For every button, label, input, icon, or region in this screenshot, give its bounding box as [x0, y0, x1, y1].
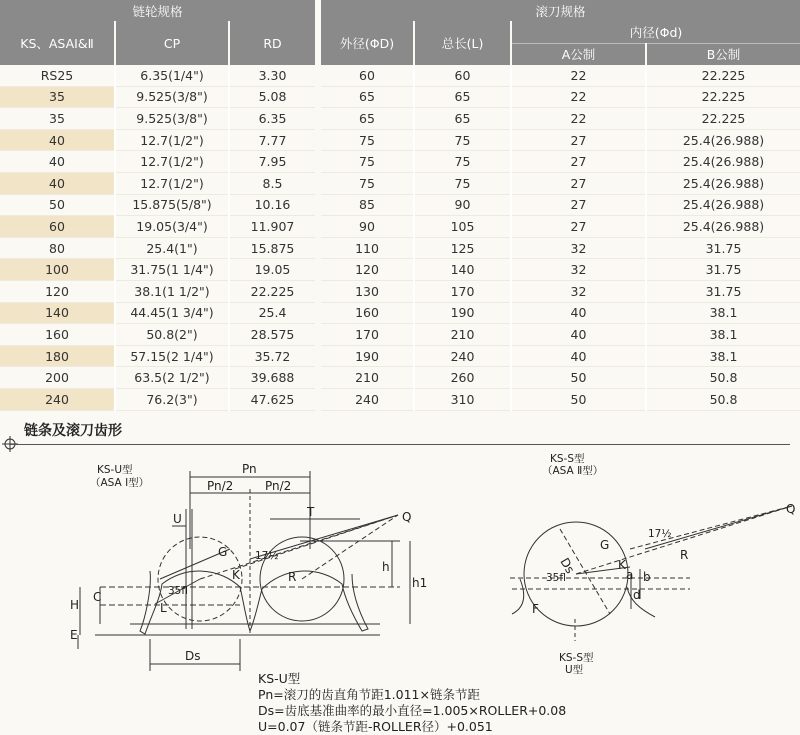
table-cell: 31.75: [646, 280, 800, 302]
table-cell: 50: [511, 367, 646, 389]
u-pn-label: Pn: [242, 462, 257, 476]
table-cell: 120: [318, 259, 414, 281]
table-cell: 6.35(1/4"): [115, 65, 229, 86]
table-cell: 9.525(3/8"): [115, 86, 229, 108]
group-header-sprocket: 链轮规格: [0, 0, 318, 21]
table-cell: 27: [511, 216, 646, 238]
table-cell: RS25: [0, 65, 115, 86]
table-cell: 65: [318, 108, 414, 130]
table-cell: 140: [0, 302, 115, 324]
table-cell: 75: [318, 129, 414, 151]
s-g-label: G: [600, 538, 610, 552]
table-cell: 190: [318, 345, 414, 367]
s-bottom-label-2: U型: [565, 664, 584, 676]
table-row: [0, 388, 800, 410]
table-row: [0, 345, 800, 367]
table-row: [0, 151, 800, 173]
table-cell: 240: [0, 388, 115, 410]
s-q-label: Q: [786, 502, 796, 516]
col-header-od: 外径(ΦD): [318, 21, 414, 65]
table-cell: 47.625: [229, 388, 318, 410]
table-row: [0, 108, 800, 130]
table-cell: 44.45(1 3/4"): [115, 302, 229, 324]
table-cell: 40: [0, 129, 115, 151]
table-cell: 22.225: [646, 86, 800, 108]
u-E-label: E: [70, 628, 78, 642]
table-cell: 240: [414, 345, 511, 367]
u-g-label: G: [218, 545, 228, 559]
u-angle35-label: 35fl: [168, 585, 188, 597]
table-cell: 9.525(3/8"): [115, 108, 229, 130]
table-cell: 76.2(3"): [115, 388, 229, 410]
table-row: [0, 194, 800, 216]
u-angle-label: 17½: [255, 550, 279, 562]
table-cell: 35: [0, 108, 115, 130]
tooth-profile-section: [0, 409, 800, 735]
col-header-cp: CP: [115, 21, 229, 65]
table-row: [0, 259, 800, 281]
table-cell: 32: [511, 259, 646, 281]
table-cell: 19.05(3/4"): [115, 216, 229, 238]
table-cell: 50.8: [646, 388, 800, 410]
table-cell: 60: [414, 65, 511, 86]
s-angle35-label: 35fl: [546, 572, 566, 584]
s-type-label: KS-S型: [550, 453, 585, 465]
table-cell: 40: [0, 172, 115, 194]
table-cell: 240: [318, 388, 414, 410]
col-header-rd: RD: [229, 21, 318, 65]
table-cell: 210: [414, 324, 511, 346]
table-cell: 65: [414, 86, 511, 108]
table-cell: 12.7(1/2"): [115, 172, 229, 194]
s-r-label: R: [680, 548, 689, 562]
table-row: [0, 237, 800, 259]
table-cell: 38.1(1 1/2"): [115, 280, 229, 302]
table-cell: 28.575: [229, 324, 318, 346]
table-row: [0, 65, 800, 86]
col-header-a: A公制: [511, 43, 646, 65]
table-cell: 25.4(26.988): [646, 151, 800, 173]
table-cell: 130: [318, 280, 414, 302]
table-cell: 75: [414, 151, 511, 173]
table-row: [0, 302, 800, 324]
table-cell: 75: [318, 151, 414, 173]
table-cell: 6.35: [229, 108, 318, 130]
table-cell: 200: [0, 367, 115, 389]
table-cell: 31.75(1 1/4"): [115, 259, 229, 281]
s-type-sub: （ASA Ⅱ型）: [542, 465, 604, 477]
section-title: 链条及滚刀齿形: [24, 423, 122, 439]
note-line-2: Pn=滚刀的齿直角节距1.011×链条节距: [258, 687, 480, 702]
u-t-label: T: [307, 505, 315, 519]
table-row: [0, 367, 800, 389]
table-cell: 3.30: [229, 65, 318, 86]
table-row: [0, 280, 800, 302]
table-cell: 25.4: [229, 302, 318, 324]
table-cell: 65: [318, 86, 414, 108]
table-cell: 65: [414, 108, 511, 130]
table-cell: 25.4(26.988): [646, 216, 800, 238]
table-cell: 60: [0, 216, 115, 238]
table-cell: 170: [414, 280, 511, 302]
table-cell: 7.95: [229, 151, 318, 173]
table-cell: 12.7(1/2"): [115, 151, 229, 173]
table-cell: 75: [318, 172, 414, 194]
u-L-label: L: [160, 601, 167, 615]
table-row: [0, 324, 800, 346]
table-cell: 60: [318, 65, 414, 86]
table-cell: 25.4(26.988): [646, 129, 800, 151]
table-row: [0, 86, 800, 108]
table-cell: 35: [0, 86, 115, 108]
u-u-label: U: [173, 512, 182, 526]
table-cell: 10.16: [229, 194, 318, 216]
table-cell: 85: [318, 194, 414, 216]
col-header-id: 内径(Φd): [511, 21, 800, 43]
s-angle-label: 17½: [648, 528, 672, 540]
table-cell: 25.4(26.988): [646, 194, 800, 216]
s-bottom-label-1: KS-S型: [559, 652, 594, 664]
table-cell: 40: [511, 345, 646, 367]
note-line-1: KS-U型: [258, 671, 301, 686]
u-H-label: H: [70, 598, 80, 612]
table-cell: 32: [511, 280, 646, 302]
s-ds-label: Ds: [557, 555, 578, 576]
s-b-label: b: [643, 570, 651, 584]
table-cell: 170: [318, 324, 414, 346]
table-cell: 160: [0, 324, 115, 346]
table-cell: 260: [414, 367, 511, 389]
table-cell: 27: [511, 151, 646, 173]
table-cell: 40: [511, 302, 646, 324]
table-cell: 100: [0, 259, 115, 281]
table-cell: 12.7(1/2"): [115, 129, 229, 151]
table-cell: 25.4(1"): [115, 237, 229, 259]
u-q-label: Q: [402, 510, 412, 524]
table-cell: 35.72: [229, 345, 318, 367]
table-cell: 27: [511, 129, 646, 151]
table-cell: 190: [414, 302, 511, 324]
col-header-ks: KS、ASAⅠ&Ⅱ: [0, 21, 115, 65]
table-cell: 210: [318, 367, 414, 389]
u-r-label: R: [288, 570, 297, 584]
table-cell: 105: [414, 216, 511, 238]
table-cell: 310: [414, 388, 511, 410]
table-cell: 160: [318, 302, 414, 324]
table-cell: 22.225: [646, 108, 800, 130]
table-cell: 38.1: [646, 345, 800, 367]
table-cell: 63.5(2 1/2"): [115, 367, 229, 389]
table-cell: 27: [511, 172, 646, 194]
note-line-4: U=0.07（链条节距-ROLLER径）+0.051: [258, 719, 493, 734]
u-type-label: KS-U型: [97, 464, 133, 476]
table-cell: 25.4(26.988): [646, 172, 800, 194]
table-cell: 90: [414, 194, 511, 216]
diagram-ks-u: [78, 471, 410, 671]
table-cell: 75: [414, 129, 511, 151]
table-cell: 40: [511, 324, 646, 346]
u-pn-half-2: Pn/2: [265, 479, 292, 493]
s-f-label: F: [532, 602, 539, 616]
table-cell: 22: [511, 108, 646, 130]
table-cell: 5.08: [229, 86, 318, 108]
table-cell: 38.1: [646, 302, 800, 324]
table-cell: 110: [318, 237, 414, 259]
table-cell: 11.907: [229, 216, 318, 238]
col-header-len: 总长(L): [414, 21, 511, 65]
table-cell: 75: [414, 172, 511, 194]
table-cell: 19.05: [229, 259, 318, 281]
table-row: [0, 172, 800, 194]
table-cell: 50.8(2"): [115, 324, 229, 346]
table-cell: 22: [511, 65, 646, 86]
table-cell: 15.875(5/8"): [115, 194, 229, 216]
table-cell: 125: [414, 237, 511, 259]
u-ds-label: Ds: [185, 649, 201, 663]
table-cell: 180: [0, 345, 115, 367]
table-cell: 39.688: [229, 367, 318, 389]
note-line-3: Ds=齿底基准曲率的最小直径=1.005×ROLLER+0.08: [258, 703, 567, 718]
table-cell: 57.15(2 1/4"): [115, 345, 229, 367]
u-h1-label: h1: [412, 576, 428, 590]
table-cell: 32: [511, 237, 646, 259]
table-cell: 50.8: [646, 367, 800, 389]
table-cell: 40: [0, 151, 115, 173]
table-cell: 90: [318, 216, 414, 238]
table-cell: 38.1: [646, 324, 800, 346]
u-pn-half-1: Pn/2: [207, 479, 234, 493]
table-cell: 50: [0, 194, 115, 216]
table-cell: 50: [511, 388, 646, 410]
table-cell: 27: [511, 194, 646, 216]
table-cell: 80: [0, 237, 115, 259]
u-C-label: C: [93, 590, 102, 604]
table-cell: 31.75: [646, 259, 800, 281]
group-header-hob: 滚刀规格: [318, 0, 800, 21]
table-cell: 140: [414, 259, 511, 281]
table-cell: 22: [511, 86, 646, 108]
table-cell: 8.5: [229, 172, 318, 194]
s-a-label: a: [626, 568, 634, 582]
table-cell: 120: [0, 280, 115, 302]
table-cell: 7.77: [229, 129, 318, 151]
s-k-label: K: [618, 558, 626, 572]
u-k-label: K: [232, 568, 240, 582]
table-cell: 22.225: [229, 280, 318, 302]
table-row: [0, 216, 800, 238]
table-cell: 31.75: [646, 237, 800, 259]
u-type-sub: （ASA Ⅰ型）: [90, 477, 150, 489]
table-cell: 22.225: [646, 65, 800, 86]
u-h-label: h: [382, 560, 390, 574]
col-header-b: B公制: [646, 43, 800, 65]
s-d-label: d: [633, 588, 641, 602]
table-cell: 15.875: [229, 237, 318, 259]
table-row: [0, 129, 800, 151]
